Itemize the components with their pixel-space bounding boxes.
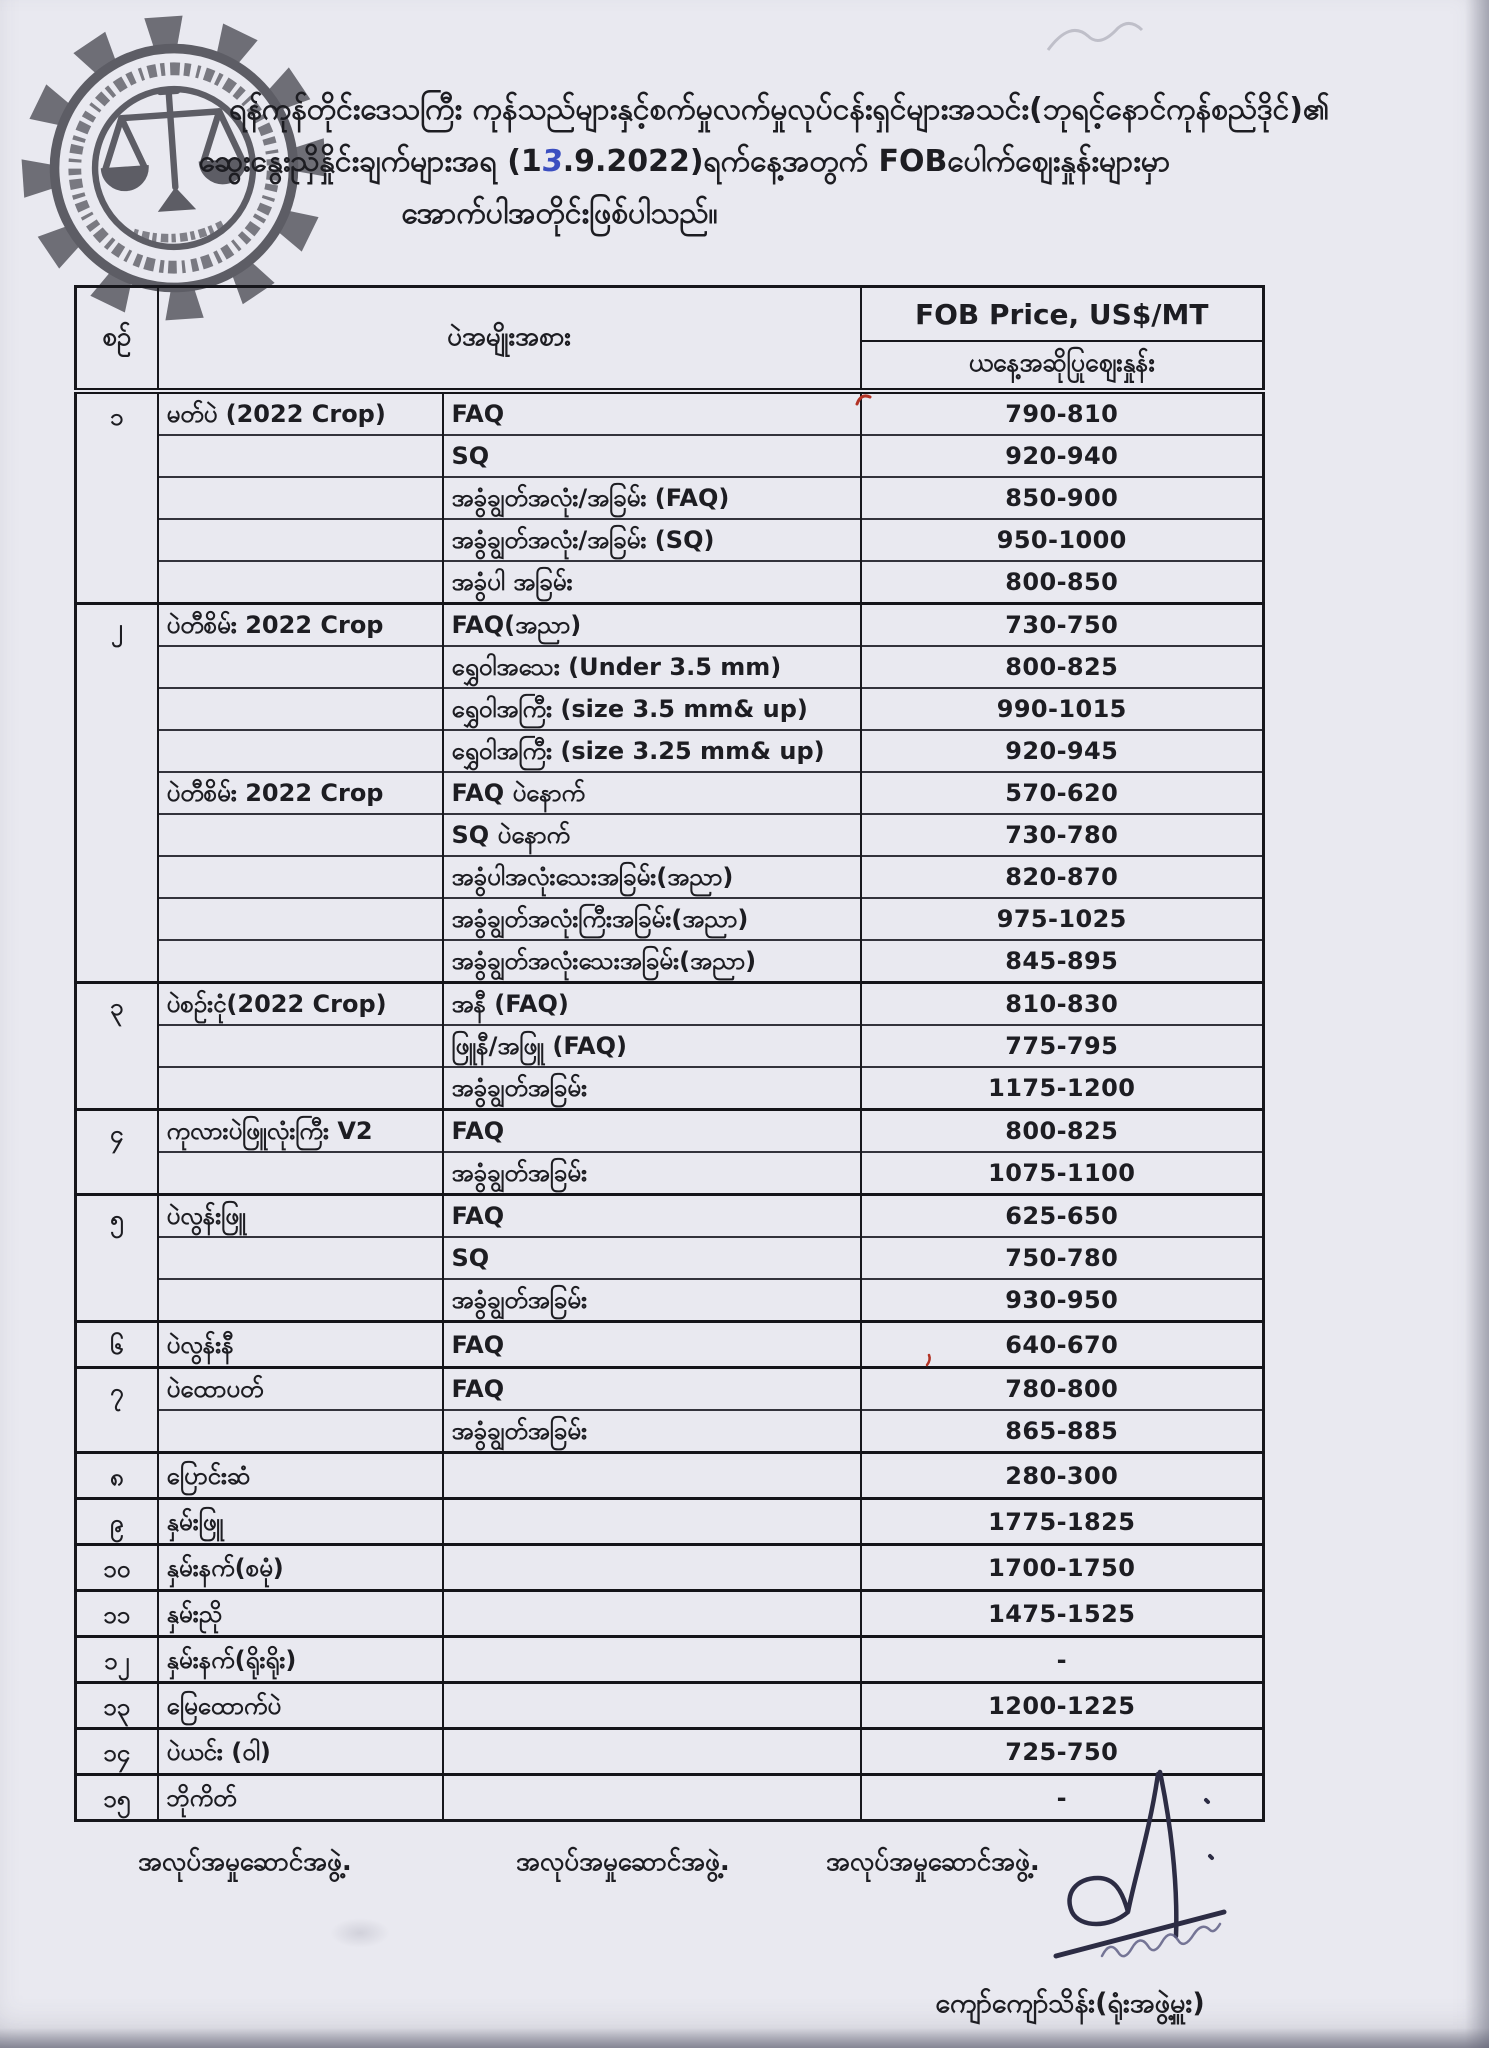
bean-type-cell: မတ်ပဲ (2022 Crop)	[158, 391, 443, 435]
scan-edge-right	[1465, 0, 1489, 2048]
price-cell: 850-900	[861, 477, 1264, 519]
bean-type-cell	[158, 898, 443, 940]
table-row	[76, 730, 1264, 772]
price-cell: 640-670	[861, 1322, 1264, 1368]
ink-smudge	[330, 1918, 390, 1948]
table-row	[76, 1067, 1264, 1110]
bean-type-cell	[158, 1025, 443, 1067]
grade-cell: အခွံချွတ်အလုံးကြီးအခြမ်း(အညာ)	[443, 898, 861, 940]
header-fob-price: FOB Price, US$/MT	[861, 287, 1264, 342]
bean-type-cell	[158, 1067, 443, 1110]
row-number-cell: ၅	[76, 1195, 158, 1322]
table-row	[76, 604, 1264, 647]
grade-cell: FAQ ပဲနောက်	[443, 772, 861, 814]
price-table-body	[76, 391, 1264, 1821]
table-row	[76, 772, 1264, 814]
row-number-cell: ၄	[76, 1110, 158, 1195]
bean-type-cell	[158, 435, 443, 477]
grade-cell: FAQ(အညာ)	[443, 604, 861, 647]
grade-cell	[443, 1683, 861, 1729]
bean-type-cell	[158, 1237, 443, 1279]
table-row	[76, 814, 1264, 856]
price-cell: 1475-1525	[861, 1591, 1264, 1637]
grade-cell: SQ	[443, 1237, 861, 1279]
price-cell: -	[861, 1637, 1264, 1683]
price-cell: -	[861, 1775, 1264, 1821]
grade-cell: အခွံချွတ်အခြမ်း	[443, 1152, 861, 1195]
price-cell: 280-300	[861, 1453, 1264, 1499]
exec-committee-label-3: အလုပ်အမှုဆောင်အဖွဲ့.	[826, 1847, 1040, 1877]
exec-committee-label-2: အလုပ်အမှုဆောင်အဖွဲ့.	[516, 1847, 730, 1877]
bean-type-cell	[158, 519, 443, 561]
table-row	[76, 435, 1264, 477]
bean-type-cell: နှမ်းနက်(ရိုးရိုး)	[158, 1637, 443, 1683]
price-cell: 975-1025	[861, 898, 1264, 940]
price-cell: 570-620	[861, 772, 1264, 814]
grade-cell: အခွံပါ အခြမ်း	[443, 561, 861, 604]
price-cell: 920-940	[861, 435, 1264, 477]
grade-cell	[443, 1591, 861, 1637]
bean-type-cell: ပဲတီစိမ်း 2022 Crop	[158, 772, 443, 814]
grade-cell: အခွံချွတ်အခြမ်း	[443, 1067, 861, 1110]
bean-type-cell: ပဲစဉ်းငုံ(2022 Crop)	[158, 983, 443, 1026]
price-cell: 810-830	[861, 983, 1264, 1026]
price-cell: 950-1000	[861, 519, 1264, 561]
price-cell: 800-850	[861, 561, 1264, 604]
price-cell: 1775-1825	[861, 1499, 1264, 1545]
grade-cell: FAQ	[443, 1368, 861, 1411]
price-cell: 750-780	[861, 1237, 1264, 1279]
scan-edge-bottom	[0, 2028, 1489, 2048]
title-line-1: ရန်ကုန်တိုင်းဒေသကြီး ကုန်သည်များနှင့်စက်မှုလက်မှုလုပ်ငန်းရှင်များအသင်း(ဘုရင့်နောင်ကုန်စည်ဒိုင်)၏	[229, 92, 1330, 127]
row-number-cell: ၂	[76, 604, 158, 983]
price-cell: 725-750	[861, 1729, 1264, 1775]
table-row	[76, 983, 1264, 1026]
price-cell: 865-885	[861, 1410, 1264, 1453]
table-row	[76, 1410, 1264, 1453]
red-pen-mark	[922, 1352, 936, 1368]
grade-cell: အခွံချွတ်အလုံး/အခြမ်း (FAQ)	[443, 477, 861, 519]
row-number-cell: ၁၁	[76, 1591, 158, 1637]
price-cell: 930-950	[861, 1279, 1264, 1322]
grade-cell: အခွံချွတ်အခြမ်း	[443, 1410, 861, 1453]
bean-type-cell: နှမ်းနက်(စမုံ)	[158, 1545, 443, 1591]
row-number-cell: ၃	[76, 983, 158, 1110]
table-row	[76, 1237, 1264, 1279]
grade-cell	[443, 1545, 861, 1591]
header-no: စဉ်	[76, 287, 158, 392]
title-line-2-prefix: ဆွေးနွေးညှိနှိုင်းချက်များအရ (1	[198, 144, 542, 179]
row-number-cell: ၁၄	[76, 1729, 158, 1775]
bean-type-cell: ပဲလွန်းနီ	[158, 1322, 443, 1368]
grade-cell: အနီ (FAQ)	[443, 983, 861, 1026]
grade-cell: အခွံချွတ်အလုံး/အခြမ်း (SQ)	[443, 519, 861, 561]
bean-type-cell	[158, 1410, 443, 1453]
handwritten-signature-icon	[1010, 1760, 1260, 2000]
signer-name: ကျော်ကျော်သိန်း(ရုံးအဖွဲ့မှူး)	[935, 1988, 1205, 2019]
table-row	[76, 1545, 1264, 1591]
row-number-cell: ၉	[76, 1499, 158, 1545]
bean-type-cell	[158, 688, 443, 730]
bean-type-cell	[158, 730, 443, 772]
title-line-2	[0, 136, 1489, 188]
grade-cell	[443, 1775, 861, 1821]
table-row	[76, 1591, 1264, 1637]
table-row	[76, 1637, 1264, 1683]
grade-cell	[443, 1453, 861, 1499]
bean-type-cell: ပြောင်းဆံ	[158, 1453, 443, 1499]
grade-cell: ဖြူနီ/အဖြူ (FAQ)	[443, 1025, 861, 1067]
row-number-cell: ၁၃	[76, 1683, 158, 1729]
bean-type-cell: နှမ်းဖြူ	[158, 1499, 443, 1545]
table-row	[76, 561, 1264, 604]
bean-type-cell: နှမ်းညို	[158, 1591, 443, 1637]
table-row	[76, 1368, 1264, 1411]
table-row	[76, 688, 1264, 730]
price-cell: 845-895	[861, 940, 1264, 983]
handwritten-date-digit: 3	[540, 144, 565, 179]
table-row	[76, 1499, 1264, 1545]
exec-committee-label-1: အလုပ်အမှုဆောင်အဖွဲ့.	[138, 1847, 352, 1877]
bean-type-cell: ပဲတီစိမ်း 2022 Crop	[158, 604, 443, 647]
price-cell: 990-1015	[861, 688, 1264, 730]
header-todays-proposed-price: ယနေ့အဆိုပြုဈေးနှုန်း	[861, 341, 1264, 391]
title-line-3: အောက်ပါအတိုင်းဖြစ်ပါသည်။	[401, 196, 718, 231]
bean-type-cell	[158, 1279, 443, 1322]
table-row	[76, 519, 1264, 561]
table-row	[76, 1453, 1264, 1499]
grade-cell: SQ	[443, 435, 861, 477]
grade-cell: FAQ	[443, 1322, 861, 1368]
bean-type-cell: ဘိုကိတ်	[158, 1775, 443, 1821]
pencil-scribble-mark	[1040, 10, 1150, 70]
grade-cell: အခွံချွတ်အလုံးသေးအခြမ်း(အညာ)	[443, 940, 861, 983]
table-row	[76, 1322, 1264, 1368]
bean-type-cell: ပဲယင်း (ဝါ)	[158, 1729, 443, 1775]
price-cell: 780-800	[861, 1368, 1264, 1411]
bean-type-cell	[158, 646, 443, 688]
price-cell: 730-780	[861, 814, 1264, 856]
grade-cell	[443, 1729, 861, 1775]
price-cell: 775-795	[861, 1025, 1264, 1067]
grade-cell: FAQ	[443, 1195, 861, 1238]
price-cell: 790-810	[861, 391, 1264, 435]
table-row	[76, 856, 1264, 898]
row-number-cell: ၇	[76, 1368, 158, 1453]
bean-type-cell: ပဲလွန်းဖြူ	[158, 1195, 443, 1238]
price-cell: 800-825	[861, 646, 1264, 688]
document-title	[0, 84, 1489, 240]
table-header-row-1	[76, 287, 1264, 342]
row-number-cell: ၁	[76, 391, 158, 604]
price-cell: 1700-1750	[861, 1545, 1264, 1591]
table-row	[76, 477, 1264, 519]
table-row	[76, 1683, 1264, 1729]
table-row	[76, 1025, 1264, 1067]
table-row	[76, 646, 1264, 688]
bean-type-cell	[158, 561, 443, 604]
grade-cell	[443, 1499, 861, 1545]
bean-type-cell: ပဲထောပတ်	[158, 1368, 443, 1411]
table-row	[76, 898, 1264, 940]
table-row	[76, 1110, 1264, 1153]
grade-cell	[443, 1637, 861, 1683]
bean-type-cell: မြေထောက်ပဲ	[158, 1683, 443, 1729]
bean-type-cell: ကုလားပဲဖြူလုံးကြီး V2	[158, 1110, 443, 1153]
table-row	[76, 1279, 1264, 1322]
grade-cell: အခွံချွတ်အခြမ်း	[443, 1279, 861, 1322]
table-row	[76, 1195, 1264, 1238]
bean-type-cell	[158, 1152, 443, 1195]
bean-type-cell	[158, 477, 443, 519]
price-cell: 1175-1200	[861, 1067, 1264, 1110]
grade-cell: အခွံပါအလုံးသေးအခြမ်း(အညာ)	[443, 856, 861, 898]
price-cell: 730-750	[861, 604, 1264, 647]
table-row	[76, 391, 1264, 435]
grade-cell: ရွှေဝါအကြီး (size 3.5 mm& up)	[443, 688, 861, 730]
price-cell: 625-650	[861, 1195, 1264, 1238]
grade-cell: FAQ	[443, 391, 861, 435]
price-cell: 820-870	[861, 856, 1264, 898]
grade-cell: FAQ	[443, 1110, 861, 1153]
row-number-cell: ၁၀	[76, 1545, 158, 1591]
grade-cell: ရွှေဝါအသေး (Under 3.5 mm)	[443, 646, 861, 688]
table-row	[76, 1152, 1264, 1195]
price-cell: 920-945	[861, 730, 1264, 772]
header-bean-type: ပဲအမျိုးအစား	[158, 287, 861, 392]
grade-cell: ရွှေဝါအကြီး (size 3.25 mm& up)	[443, 730, 861, 772]
bean-type-cell	[158, 856, 443, 898]
table-row	[76, 940, 1264, 983]
bean-type-cell	[158, 814, 443, 856]
bean-type-cell	[158, 940, 443, 983]
row-number-cell: ၈	[76, 1453, 158, 1499]
price-cell: 1075-1100	[861, 1152, 1264, 1195]
row-number-cell: ၁၅	[76, 1775, 158, 1821]
row-number-cell: ၁၂	[76, 1637, 158, 1683]
title-line-2-suffix: .9.2022)ရက်နေ့အတွက် FOBပေါက်ဈေးနှုန်းများမှာ	[562, 144, 1171, 179]
red-pen-mark	[854, 390, 874, 408]
price-cell: 800-825	[861, 1110, 1264, 1153]
row-number-cell: ၆	[76, 1322, 158, 1368]
fob-price-table	[74, 285, 1265, 1822]
price-cell: 1200-1225	[861, 1683, 1264, 1729]
grade-cell: SQ ပဲနောက်	[443, 814, 861, 856]
